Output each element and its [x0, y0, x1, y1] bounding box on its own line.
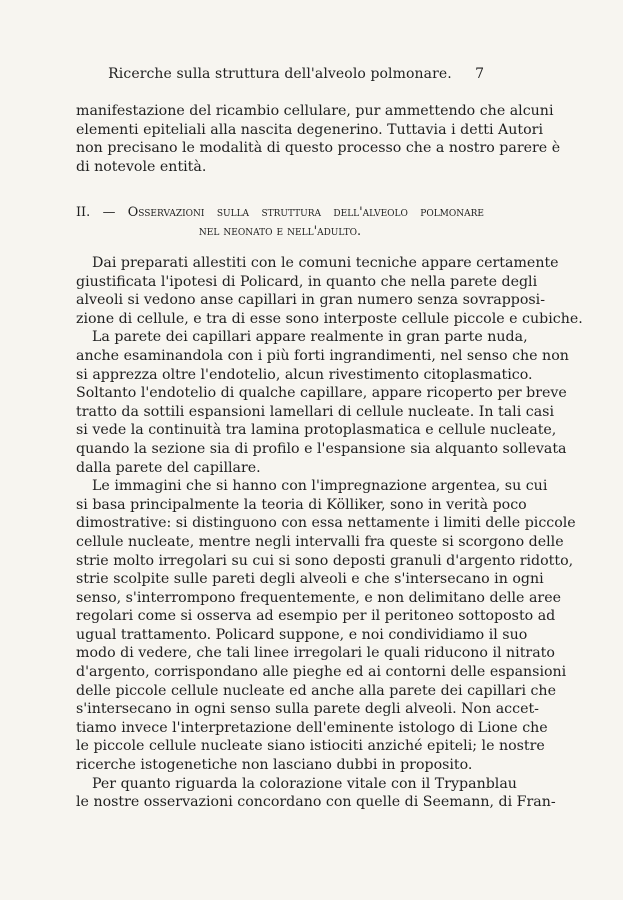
text-line: ugual trattamento. Policard suppone, e noi condividiamo il suo	[76, 626, 528, 643]
text-line: senso, s'interrompono frequentemente, e non delimitano delle aree	[76, 589, 561, 606]
text-line: quando la sezione sia di profilo e l'espansione sia alquanto sollevata	[76, 440, 567, 457]
text-line: cellule nucleate, mentre negli intervalli fra queste si scorgono delle	[76, 533, 564, 550]
text-line: delle piccole cellule nucleate ed anche alla parete dei capillari che	[76, 682, 556, 699]
section-heading-line-1: II. — Osservazioni sulla struttura dell'alveolo polmonare	[76, 205, 484, 220]
text-line: strie molto irregolari su cui si sono deposti granuli d'argento ridotto,	[76, 552, 574, 569]
page-number: 7	[475, 66, 484, 82]
running-header	[76, 66, 484, 86]
text-line: Le immagini che si hanno con l'impregnazione argentea, su cui	[92, 478, 548, 495]
text-line: Dai preparati allestiti con le comuni tecniche appare certamente	[92, 255, 559, 271]
running-title: Ricerche sulla struttura dell'alveolo polmonare.	[108, 66, 452, 82]
text-line: zione di cellule, e tra di esse sono interposte cellule piccole e cubiche.	[76, 310, 583, 327]
text-line: si vede la continuità tra lamina protoplasmatica e cellule nucleate,	[76, 422, 557, 439]
text-line: anche esaminandola con i più forti ingrandimenti, nel senso che non	[76, 347, 569, 364]
text-line: di notevole entità.	[76, 158, 207, 175]
text-line: tiamo invece l'interpretazione dell'eminente istologo di Lione che	[76, 719, 548, 736]
text-line: manifestazione del ricambio cellulare, pur ammettendo che alcuni	[76, 103, 554, 119]
text-line: La parete dei capillari appare realmente in gran parte nuda,	[92, 329, 528, 346]
text-line: Soltanto l'endotelio di qualche capillare, appare ricoperto per breve	[76, 385, 567, 402]
text-line: elementi epiteliali alla nascita degenerino. Tuttavia i detti Autori	[76, 121, 543, 138]
text-line: si basa principalmente la teoria di Kölliker, sono in verità poco	[76, 496, 527, 513]
text-line: Per quanto riguarda la colorazione vitale con il Trypanblau	[92, 775, 517, 792]
text-line: modo di vedere, che tali linee irregolari le quali riducono il nitrato	[76, 645, 555, 662]
text-line: dimostrative: si distinguono con essa nettamente i limiti delle piccole	[76, 515, 576, 532]
section-heading-line-2: nel neonato e nell'adulto.	[198, 224, 362, 239]
text-line: si apprezza oltre l'endotelio, alcun rivestimento citoplasmatico.	[76, 366, 533, 383]
text-line: s'intersecano in ogni senso sulla parete degli alveoli. Non accet-	[76, 701, 539, 718]
text-line: non precisano le modalità di questo processo che a nostro parere è	[76, 140, 561, 157]
body-text	[76, 254, 583, 812]
text-line: ricerche istogenetiche non lasciano dubbi in proposito.	[76, 757, 473, 774]
section-heading	[76, 203, 484, 241]
text-line: le nostre osservazioni concordano con quelle di Seemann, di Fran-	[76, 794, 556, 811]
text-line: d'argento, corrispondano alle pieghe ed ai contorni delle espansioni	[76, 664, 567, 681]
text-line: regolari come si osserva ad esempio per il peritoneo sottoposto ad	[76, 608, 556, 625]
text-line: giustificata l'ipotesi di Policard, in quanto che nella parete degli	[76, 273, 538, 290]
text-line: strie scolpite sulle pareti degli alveoli e che s'intersecano in ogni	[76, 571, 544, 588]
text-line: dalla parete del capillare.	[76, 459, 261, 476]
text-line: tratto da sottili espansioni lamellari di cellule nucleate. In tali casi	[76, 403, 554, 420]
intro-paragraph	[76, 102, 561, 176]
text-line: alveoli si vedono anse capillari in gran numero senza sovrapposi-	[76, 292, 546, 309]
text-line: le piccole cellule nucleate siano istiociti anziché epiteli; le nostre	[76, 738, 545, 755]
